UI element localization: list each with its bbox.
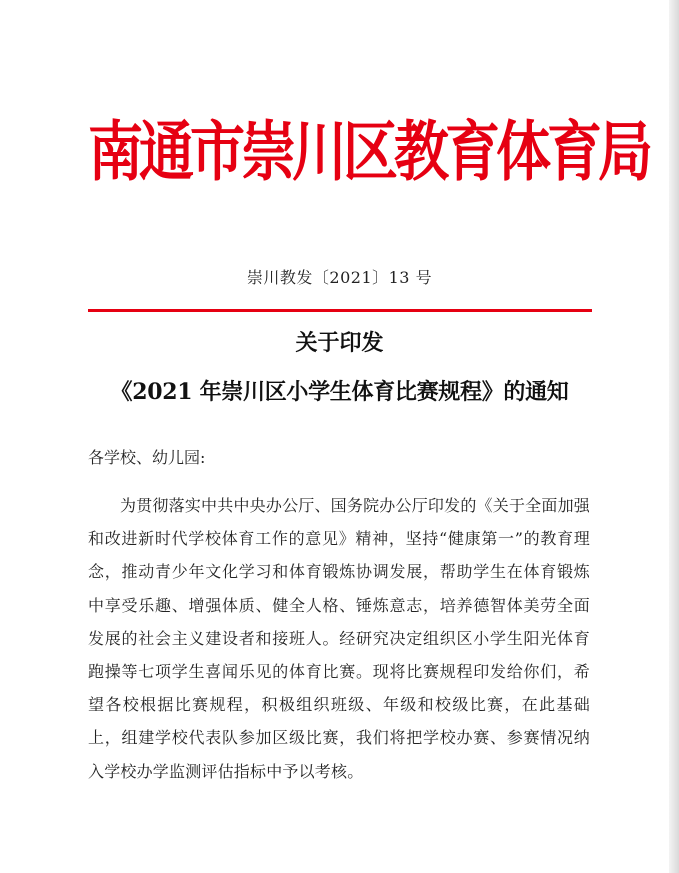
document-title-line-1: 关于印发 (295, 330, 384, 356)
document-title-line-2: 《2021 年崇川区小学生体育比赛规程》的通知 (110, 379, 569, 405)
page-edge-shadow (669, 0, 679, 873)
salutation: 各学校、幼儿园: (88, 448, 206, 467)
document-number: 崇川教发〔2021〕13 号 (246, 268, 433, 287)
red-separator-line (88, 309, 592, 312)
agency-header: 南通市崇川区教育体育局 (88, 112, 650, 190)
body-paragraph: 为贯彻落实中共中央办公厅、国务院办公厅印发的《关于全面加强和改进新时代学校体育工作的意见》精神，坚持“健康第一”的教育理念，推动青少年文化学习和体育锻炼协调发展，帮助学生在体育锻炼中享受乐趣、增强体质、健全人格、锤炼意志，培养德智体美劳全面发展的社会主义建设者和接班人。经研究决定组织区小学生阳光体育跑操等七项学生喜闻乐见的体育比赛。现将比赛规程印发给你们，希望各校根据比赛规程，积极组织班级、年级和校级比赛，在此基础上，组建学校代表队参加区级比赛，我们将把学校办赛、参赛情况纳入学校办学监测评估指标中予以考核。 (88, 496, 590, 781)
